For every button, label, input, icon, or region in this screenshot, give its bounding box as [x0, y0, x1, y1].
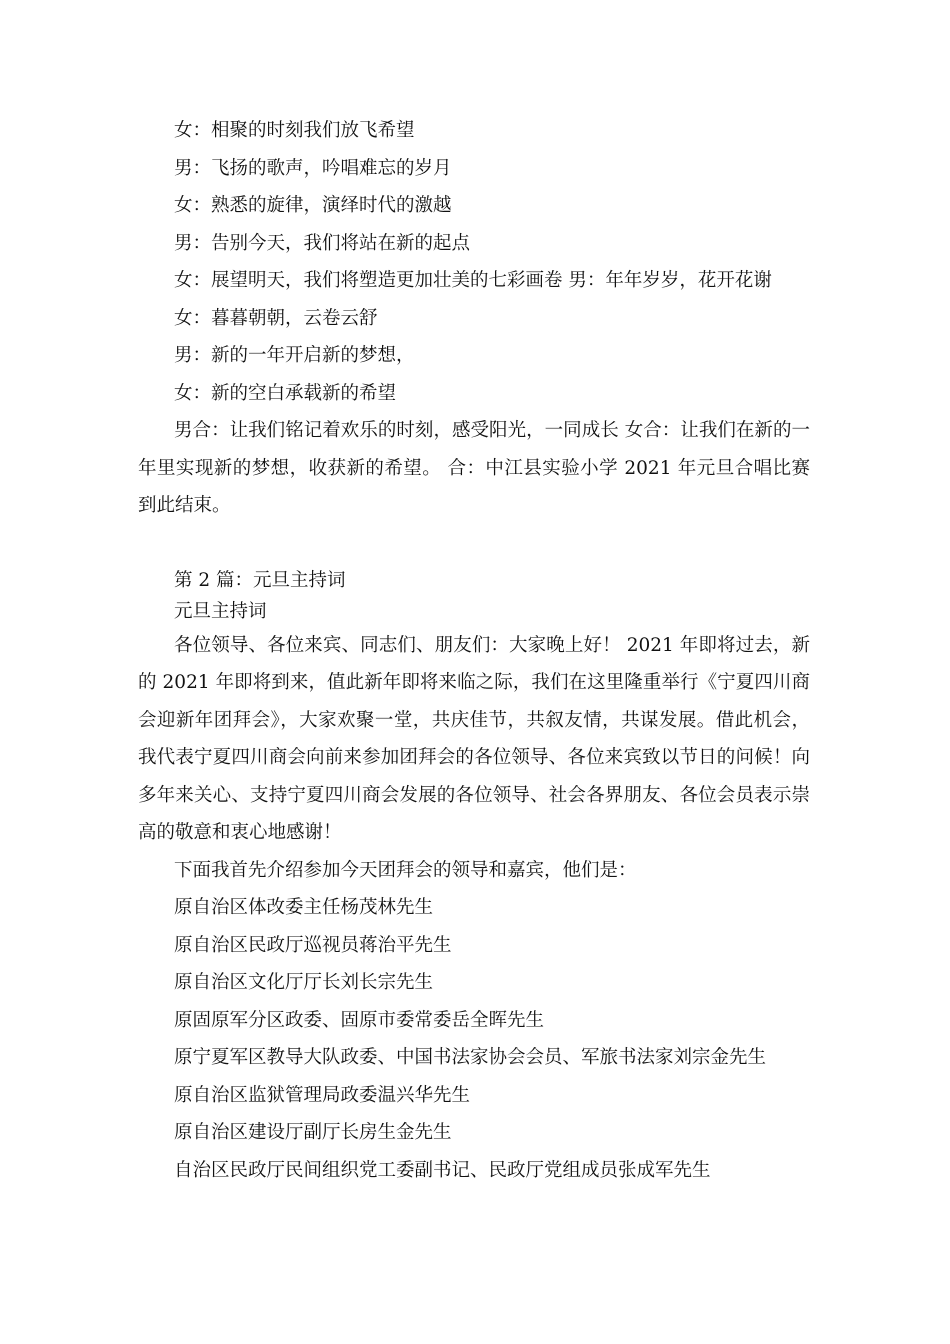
guest-intro-line: 下面我首先介绍参加今天团拜会的领导和嘉宾，他们是：	[174, 859, 637, 881]
closing-paragraph: 男合：让我们铭记着欢乐的时刻，感受阳光，一同成长 女合：让我们在新的一年里实现新的梦想，收获新的希望。 合：中江县实验小学 2021 年元旦合唱比赛到此结束。	[138, 420, 810, 516]
dialogue-line: 女：展望明天，我们将塑造更加壮美的七彩画卷 男：年年岁岁，花开花谢	[174, 270, 772, 291]
hosting-speech-section	[138, 565, 810, 1190]
section-spacer	[138, 525, 810, 565]
guest-item: 原固原军分区政委、固原市委常委岳全晖先生	[174, 1009, 545, 1031]
guest-item: 自治区民政厅民间组织党工委副书记、民政厅党组成员张成军先生	[174, 1159, 711, 1181]
dialogue-line: 男：告别今天，我们将站在新的起点	[174, 232, 471, 254]
dialogue-line: 女：熟悉的旋律，演绎时代的激越	[174, 195, 452, 216]
guest-item: 原宁夏军区教导大队政委、中国书法家协会会员、军旅书法家刘宗金先生	[174, 1047, 767, 1068]
dialogue-line: 男：飞扬的歌声，吟唱难忘的岁月	[174, 157, 452, 179]
guest-item: 原自治区文化厅厅长刘长宗先生	[174, 972, 434, 993]
dialogue-line: 女：暮暮朝朝，云卷云舒	[174, 307, 378, 329]
section-heading: 第 2 篇：元旦主持词	[174, 569, 346, 591]
guest-item: 原自治区监狱管理局政委温兴华先生	[174, 1084, 471, 1106]
opening-paragraph: 各位领导、各位来宾、同志们、朋友们：大家晚上好！ 2021 年即将过去，新的 2021 年即将到来，值此新年即将来临之际，我们在这里隆重举行《宁夏四川商会迎新年团拜会》，大家欢聚一堂，共庆佳节，共叙友情，共谋发展。借此机会，我代表宁夏四川商会向前来参加团拜会的各位领导、各位来宾致以节日的问候！向多年来关心、支持宁夏四川商会发展的各位领导、社会各界朋友、各位会员表示崇高的敬意和衷心地感谢！	[138, 634, 810, 843]
dialogue-line: 女：相聚的时刻我们放飞希望	[174, 120, 415, 141]
document-page	[138, 112, 810, 1189]
guest-item: 原自治区民政厅巡视员蒋治平先生	[174, 934, 452, 956]
guest-item: 原自治区体改委主任杨茂林先生	[174, 897, 434, 918]
dialogue-line: 男：新的一年开启新的梦想，	[174, 345, 415, 366]
dialogue-section	[138, 112, 810, 525]
dialogue-line: 女：新的空白承载新的希望	[174, 382, 397, 404]
guest-item: 原自治区建设厅副厅长房生金先生	[174, 1122, 452, 1143]
section-title: 元旦主持词	[174, 600, 267, 622]
